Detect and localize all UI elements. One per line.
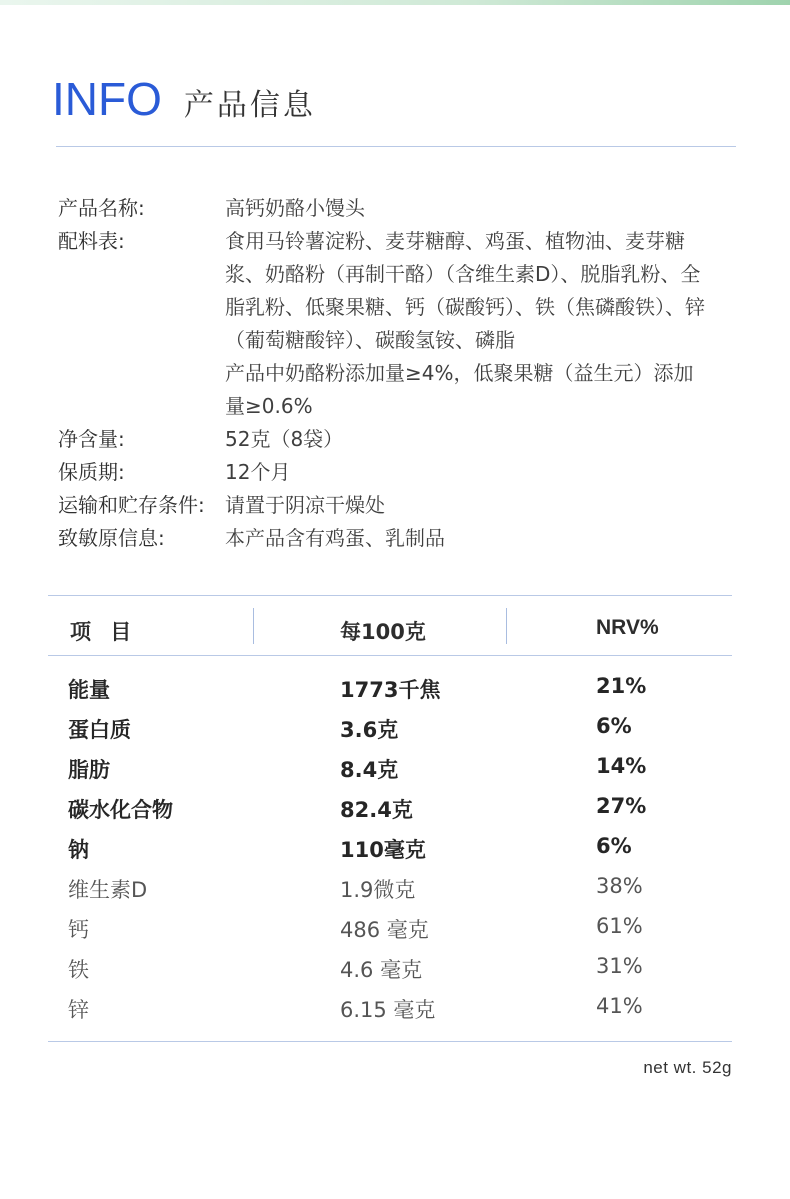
nutrient-amount: 4.6 毫克: [340, 958, 423, 982]
info-value-line: 本产品含有鸡蛋、乳制品: [225, 526, 445, 550]
nutrient-amount: 1.9微克: [340, 878, 416, 902]
nutrient-nrv: 31%: [596, 954, 643, 978]
header-per100: 每100克: [340, 620, 426, 644]
nutrient-name: 铁: [68, 958, 89, 982]
nutrition-table: [48, 668, 732, 1028]
nutrient-nrv: 6%: [596, 834, 632, 858]
nutrient-nrv: 21%: [596, 674, 647, 698]
info-row: [58, 456, 748, 489]
header-divider: [56, 146, 736, 147]
table-header-rule: [48, 655, 732, 656]
nutrition-row: [48, 668, 732, 708]
nutrition-row: [48, 828, 732, 868]
table-bottom-rule: [48, 1041, 732, 1042]
info-value-line: 食用马铃薯淀粉、麦芽糖醇、鸡蛋、植物油、麦芽糖: [225, 229, 685, 253]
info-row: [58, 225, 748, 423]
info-value-line: 52克（8袋）: [225, 427, 344, 451]
nutrient-nrv: 41%: [596, 994, 643, 1018]
info-value-line: 请置于阴凉干燥处: [225, 493, 385, 517]
info-value-line: 产品中奶酪粉添加量≥4%，低聚果糖（益生元）添加: [225, 361, 694, 385]
header-separator: [506, 608, 507, 644]
info-value: [225, 423, 748, 456]
nutrition-row: [48, 708, 732, 748]
nutrition-row: [48, 948, 732, 988]
top-accent-bar: [0, 0, 790, 5]
info-row: [58, 522, 748, 555]
info-value-line: 浆、奶酪粉（再制干酪）（含维生素D）、脱脂乳粉、全: [225, 262, 701, 286]
nutrient-amount: 3.6克: [340, 718, 399, 742]
info-label: 净含量:: [58, 427, 125, 451]
nutrient-amount: 6.15 毫克: [340, 998, 436, 1022]
nutrient-name: 锌: [68, 998, 89, 1022]
nutrient-nrv: 61%: [596, 914, 643, 938]
header-item: 项 目: [70, 620, 138, 644]
info-label: 产品名称:: [58, 196, 145, 220]
info-label: 运输和贮存条件:: [58, 493, 205, 517]
product-info-list: [58, 192, 748, 555]
info-label: 保质期:: [58, 460, 125, 484]
net-weight: net wt. 52g: [643, 1058, 732, 1077]
title-cn: 产品信息: [183, 88, 316, 123]
nutrient-nrv: 27%: [596, 794, 647, 818]
nutrient-name: 碳水化合物: [68, 798, 173, 822]
info-row: [58, 192, 748, 225]
nutrient-amount: 1773千焦: [340, 678, 441, 702]
info-value-line: 高钙奶酪小馒头: [225, 196, 365, 220]
info-value: [225, 489, 748, 522]
info-value: [225, 225, 748, 423]
info-value-line: （葡萄糖酸锌）、碳酸氢铵、磷脂: [225, 328, 515, 352]
title-en: INFO: [52, 73, 162, 125]
nutrition-row: [48, 788, 732, 828]
info-label: 致敏原信息:: [58, 526, 165, 550]
page-header: [52, 72, 316, 132]
nutrition-row: [48, 988, 732, 1028]
info-value-line: 脂乳粉、低聚果糖、钙（碳酸钙）、铁（焦磷酸铁）、锌: [225, 295, 705, 319]
nutrition-row: [48, 748, 732, 788]
info-value: [225, 522, 748, 555]
table-top-rule: [48, 595, 732, 596]
header-separator: [253, 608, 254, 644]
info-value-line: 量≥0.6%: [225, 394, 313, 418]
header-nrv: NRV%: [596, 616, 659, 639]
nutrient-name: 钠: [68, 838, 89, 862]
nutrition-row: [48, 908, 732, 948]
nutrient-nrv: 14%: [596, 754, 647, 778]
nutrient-nrv: 38%: [596, 874, 643, 898]
nutrition-header: [48, 608, 732, 652]
nutrient-name: 蛋白质: [68, 718, 131, 742]
nutrient-name: 维生素D: [68, 878, 148, 902]
nutrient-amount: 82.4克: [340, 798, 413, 822]
nutrient-nrv: 6%: [596, 714, 632, 738]
info-label: 配料表:: [58, 229, 125, 253]
nutrient-amount: 8.4克: [340, 758, 399, 782]
info-value: [225, 456, 748, 489]
nutrient-amount: 486 毫克: [340, 918, 429, 942]
info-value-line: 12个月: [225, 460, 291, 484]
nutrient-name: 脂肪: [68, 758, 110, 782]
nutrient-name: 能量: [68, 678, 110, 702]
nutrient-name: 钙: [68, 918, 89, 942]
nutrition-row: [48, 868, 732, 908]
nutrient-amount: 110毫克: [340, 838, 426, 862]
info-row: [58, 423, 748, 456]
info-row: [58, 489, 748, 522]
info-value: [225, 192, 748, 225]
